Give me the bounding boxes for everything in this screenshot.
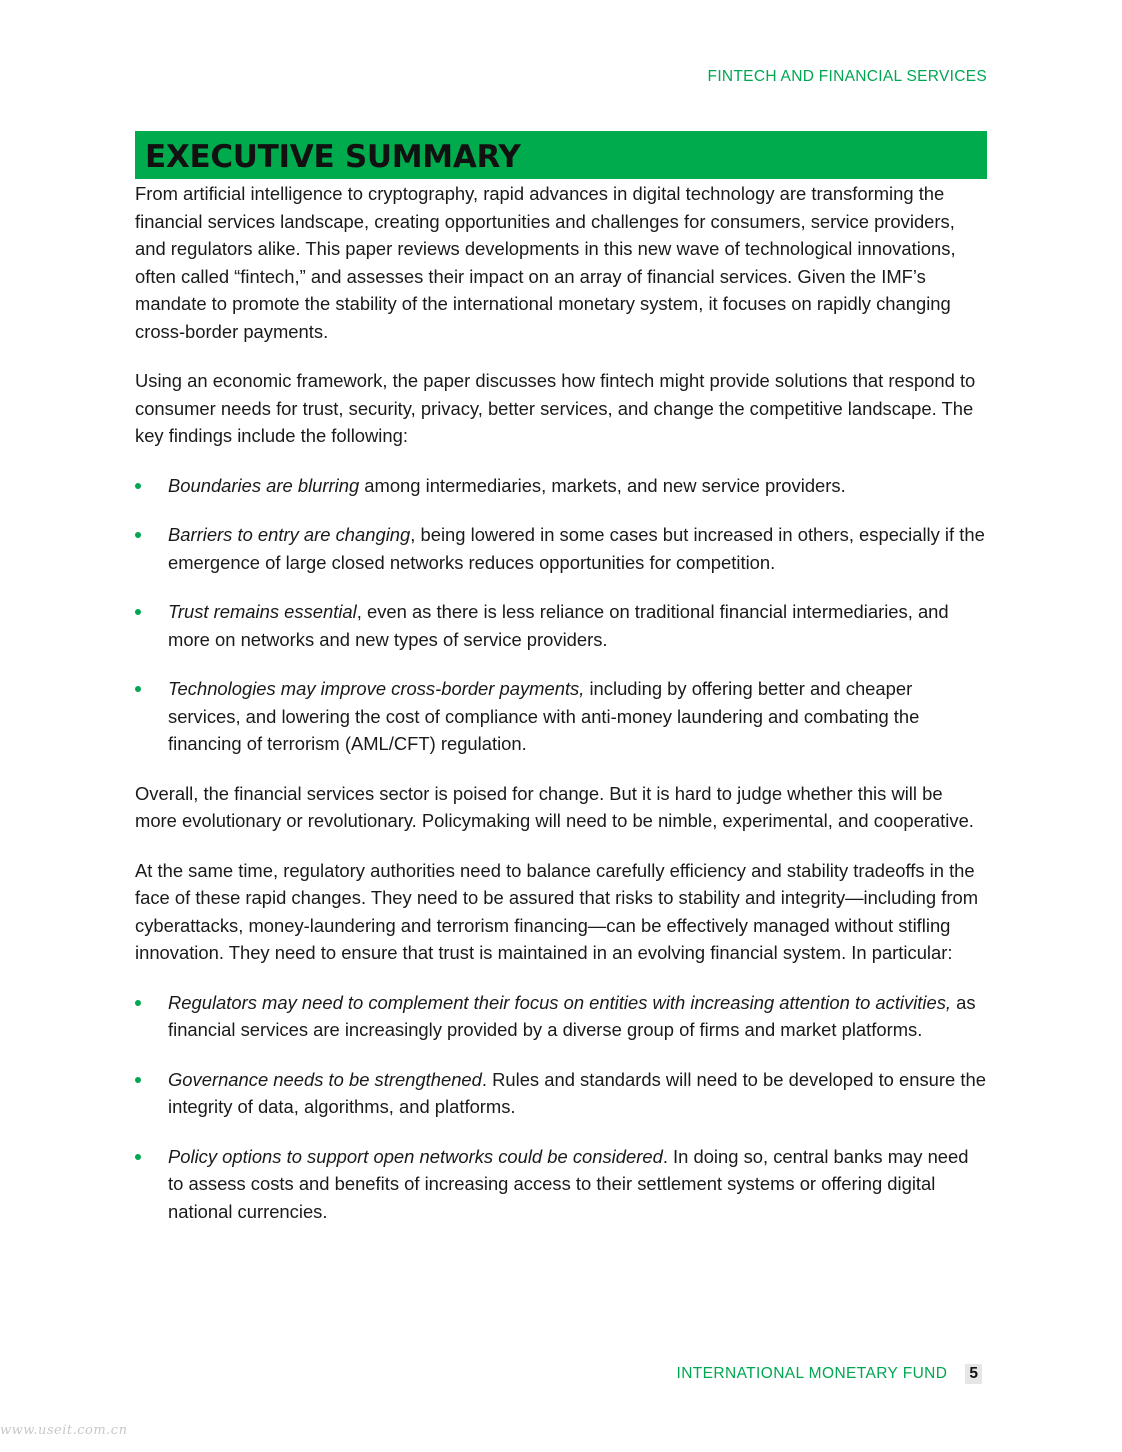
bullet-icon bbox=[135, 609, 141, 615]
bullet-icon bbox=[135, 1154, 141, 1160]
bullet-icon bbox=[135, 532, 141, 538]
paragraph-regulatory: At the same time, regulatory authorities need to balance carefully efficiency and stability tradeoffs in the face of these rapid changes. They need to be assured that risks to stability and integrity—including from cyberattacks, money-laundering and terrorism financing—can be effectively managed without stifling innovation. They need to ensure that trust is maintained in an evolving financial system. In particular: bbox=[135, 859, 979, 963]
bullet-icon bbox=[135, 483, 141, 489]
list-item bbox=[135, 1143, 987, 1226]
running-header: FINTECH AND FINANCIAL SERVICES bbox=[707, 68, 987, 85]
bullet-icon bbox=[135, 686, 141, 692]
paragraph-intro: From artificial intelligence to cryptography, rapid advances in digital technology are transforming the financial services landscape, creating opportunities and challenges for consumers, service providers, and regulators alike. This paper reviews developments in this new wave of technological innovations, often called “fintech,” and assesses their impact on an array of financial services. Given the IMF’s mandate to promote the stability of the international monetary system, it focuses on rapidly changing cross-border payments. bbox=[135, 183, 956, 342]
list-item-text: including by offering better and cheaper services, and lowering the cost of compliance with anti-money laundering and combating the financing of terrorism (AML/CFT) regulation. bbox=[168, 678, 920, 754]
list-item-emphasis: Technologies may improve cross-border payments, bbox=[168, 678, 585, 699]
page-number: 5 bbox=[965, 1364, 982, 1384]
list-item-emphasis: Governance needs to be strengthened bbox=[168, 1068, 482, 1090]
document-body bbox=[135, 180, 987, 1247]
recommendations-list bbox=[135, 989, 987, 1226]
watermark: www.useit.com.cn bbox=[0, 1423, 128, 1438]
paragraph-framework: Using an economic framework, the paper discusses how fintech might provide solutions that respond to consumer needs for trust, security, privacy, better services, and change the competitive landscape. The key findings include the following: bbox=[135, 370, 976, 446]
list-item bbox=[135, 598, 987, 653]
list-item-text: . Rules and standards will need to be developed to ensure the integrity of data, algorithms, and platforms. bbox=[168, 1068, 986, 1117]
findings-list bbox=[135, 472, 987, 758]
list-item-text: as financial services are increasingly provided by a diverse group of firms and market platforms. bbox=[168, 991, 976, 1040]
list-item-emphasis: Trust remains essential bbox=[168, 601, 357, 622]
list-item-emphasis: Regulators may need to complement their focus on entities with increasing attention to activities, bbox=[168, 991, 952, 1013]
footer-organization: INTERNATIONAL MONETARY FUND bbox=[676, 1365, 948, 1382]
list-item-emphasis: Policy options to support open networks could be considered bbox=[168, 1145, 663, 1167]
list-item-text: . In doing so, central banks may need to assess costs and benefits of increasing access to their settlement systems or offering digital national currencies. bbox=[168, 1145, 969, 1222]
list-item-text: , even as there is less reliance on traditional financial intermediaries, and more on networks and new types of service providers. bbox=[168, 601, 949, 650]
list-item bbox=[135, 521, 987, 576]
list-item-emphasis: Barriers to entry are changing bbox=[168, 524, 411, 545]
list-item-text: , being lowered in some cases but increased in others, especially if the emergence of large closed networks reduces opportunities for competition. bbox=[168, 524, 985, 573]
page-footer bbox=[676, 1364, 982, 1384]
list-item-emphasis: Boundaries are blurring bbox=[168, 474, 360, 496]
paragraph-overall: Overall, the financial services sector is poised for change. But it is hard to judge whether this will be more evolutionary or revolutionary. Policymaking will need to be nimble, experimental, and cooperative. bbox=[135, 782, 974, 831]
list-item bbox=[135, 472, 987, 500]
bullet-icon bbox=[135, 1000, 141, 1006]
list-item bbox=[135, 989, 987, 1044]
section-title: EXECUTIVE SUMMARY bbox=[145, 139, 521, 175]
list-item bbox=[135, 675, 987, 758]
bullet-icon bbox=[135, 1077, 141, 1083]
section-title-bar bbox=[135, 131, 987, 179]
list-item-text: among intermediaries, markets, and new service providers. bbox=[359, 474, 846, 496]
list-item bbox=[135, 1066, 987, 1121]
